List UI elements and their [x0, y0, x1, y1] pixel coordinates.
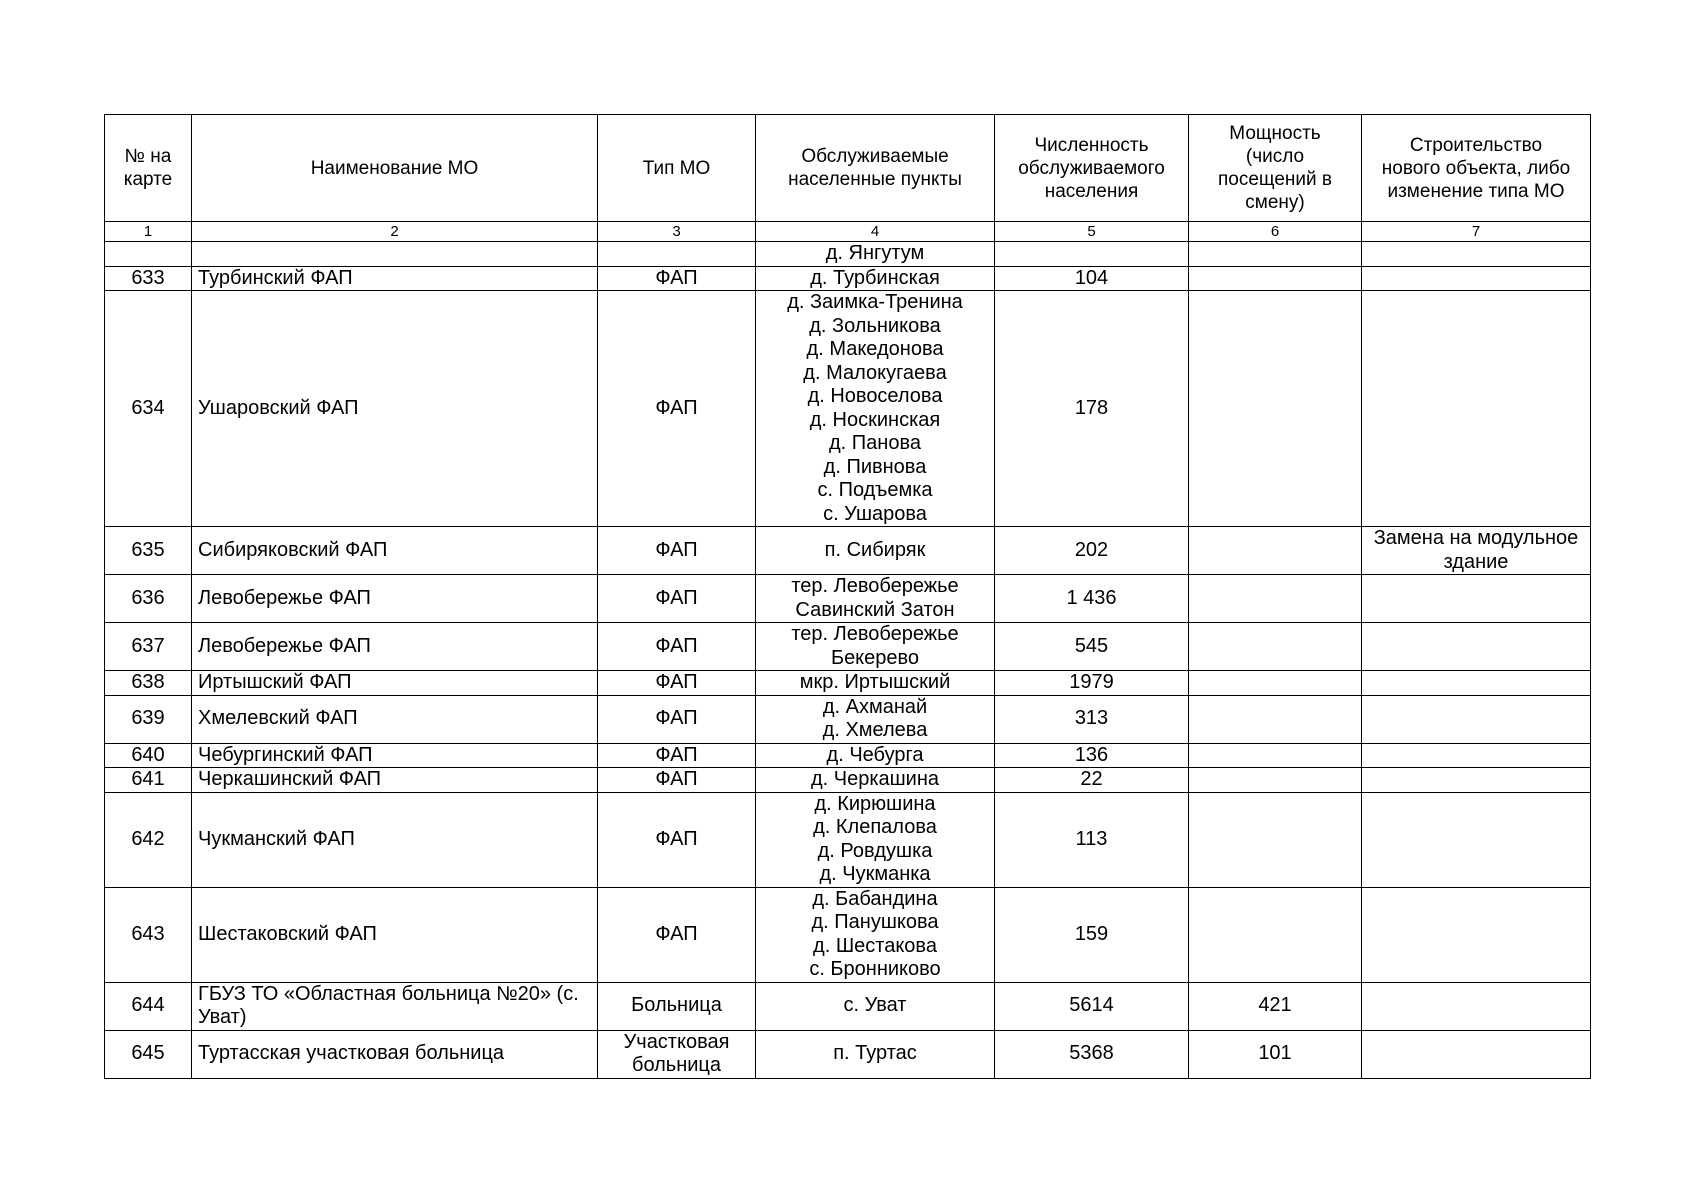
mo-type-cell: ФАП: [598, 671, 756, 696]
settlements-cell: [756, 527, 995, 575]
settlements-cell: [756, 887, 995, 982]
capacity-cell: [1189, 242, 1362, 267]
settlement-name: Бекерево: [830, 646, 920, 669]
settlements-cell: [756, 743, 995, 768]
settlement-name: п. Туртас: [833, 1042, 917, 1065]
mo-name-cell: Левобережье ФАП: [192, 623, 598, 671]
map-number-cell: 640: [105, 743, 192, 768]
table-row: [105, 1030, 1591, 1078]
header-line: населенные пункты: [788, 169, 962, 190]
mo-name-cell: Чукманский ФАП: [192, 792, 598, 887]
column-numbers-row: [105, 222, 1591, 242]
settlement-name: д. Чебурга: [826, 743, 924, 766]
header-served-population: [995, 115, 1189, 222]
mo-name-cell: Чебургинский ФАП: [192, 743, 598, 768]
header-line: Тип МО: [642, 157, 711, 179]
population-cell: [995, 242, 1189, 267]
capacity-cell: [1189, 792, 1362, 887]
construction-cell: [1362, 695, 1591, 743]
table-row: [105, 743, 1591, 768]
mo-type-cell: Участковая больница: [598, 1030, 756, 1078]
mo-type-cell: ФАП: [598, 623, 756, 671]
settlement-name: Савинский Затон: [795, 598, 955, 621]
header-line: (число: [1245, 146, 1305, 167]
population-cell: 202: [995, 527, 1189, 575]
settlement-name: д. Черкашина: [810, 768, 940, 790]
population-cell: 136: [995, 743, 1189, 768]
capacity-cell: [1189, 743, 1362, 768]
header-line: Мощность: [1229, 123, 1321, 144]
header-line: смену): [1245, 192, 1305, 213]
table-row: [105, 527, 1591, 575]
mo-type-cell: ФАП: [598, 695, 756, 743]
table-row: [105, 623, 1591, 671]
construction-cell: [1362, 623, 1591, 671]
map-number-cell: 643: [105, 887, 192, 982]
settlement-name: д. Ровдушка: [817, 839, 933, 862]
construction-cell: [1362, 575, 1591, 623]
header-mo-type: [598, 115, 756, 222]
population-cell: 159: [995, 887, 1189, 982]
settlements-cell: [756, 291, 995, 527]
mo-name-cell: Черкашинский ФАП: [192, 768, 598, 793]
mo-type-cell: ФАП: [598, 575, 756, 623]
population-cell: 22: [995, 768, 1189, 793]
settlements-cell: [756, 1030, 995, 1078]
column-number: 3: [598, 222, 756, 242]
settlement-name: д. Малокугаева: [803, 361, 947, 384]
table-row: [105, 671, 1591, 696]
construction-cell: [1362, 887, 1591, 982]
capacity-cell: [1189, 266, 1362, 291]
population-cell: 545: [995, 623, 1189, 671]
capacity-cell: 101: [1189, 1030, 1362, 1078]
population-cell: 178: [995, 291, 1189, 527]
settlement-name: д. Заимка-Тренина: [787, 291, 963, 313]
settlements-cell: [756, 623, 995, 671]
capacity-cell: 421: [1189, 982, 1362, 1030]
settlement-name: д. Пивнова: [823, 455, 927, 478]
mo-type-cell: ФАП: [598, 291, 756, 527]
settlement-name: д. Хмелева: [822, 719, 928, 741]
header-construction: [1362, 115, 1591, 222]
map-number-cell: 639: [105, 695, 192, 743]
construction-cell: [1362, 266, 1591, 291]
settlement-name: с. Бронниково: [809, 958, 941, 980]
settlement-name: д. Македонова: [806, 338, 944, 360]
population-cell: 113: [995, 792, 1189, 887]
header-line: Численность: [1034, 134, 1149, 156]
mo-name-cell: ГБУЗ ТО «Областная больница №20» (с. Уват): [192, 982, 598, 1030]
settlement-name: д. Шестакова: [813, 934, 937, 957]
map-number-cell: 645: [105, 1030, 192, 1078]
mo-name-cell: Ушаровский ФАП: [192, 291, 598, 527]
construction-cell: [1362, 291, 1591, 527]
table-row: [105, 982, 1591, 1030]
settlement-name: тер. Левобережье: [791, 623, 959, 645]
mo-type-cell: [598, 242, 756, 267]
population-cell: 313: [995, 695, 1189, 743]
construction-cell: [1362, 242, 1591, 267]
mo-name-cell: Левобережье ФАП: [192, 575, 598, 623]
header-map-number: [105, 115, 192, 222]
table-row: [105, 242, 1591, 267]
header-line: населения: [1044, 180, 1139, 202]
population-cell: 5614: [995, 982, 1189, 1030]
capacity-cell: [1189, 671, 1362, 696]
table-row: [105, 291, 1591, 527]
map-number-cell: 636: [105, 575, 192, 623]
header-capacity: [1189, 115, 1362, 222]
settlements-cell: [756, 671, 995, 696]
capacity-cell: [1189, 291, 1362, 527]
header-line: посещений в: [1218, 169, 1332, 190]
settlement-name: д. Ахманай: [822, 695, 928, 718]
settlement-name: д. Кирюшина: [814, 792, 936, 815]
construction-cell: [1362, 1030, 1591, 1078]
header-line: № на: [124, 146, 172, 167]
settlement-name: с. Уват: [843, 994, 907, 1017]
mo-type-cell: ФАП: [598, 887, 756, 982]
capacity-cell: [1189, 695, 1362, 743]
map-number-cell: 641: [105, 768, 192, 793]
map-number-cell: 634: [105, 291, 192, 527]
medical-organizations-table: [104, 114, 1591, 1079]
table-row: [105, 266, 1591, 291]
settlement-name: д. Панушкова: [811, 911, 939, 933]
map-number-cell: 633: [105, 266, 192, 291]
header-line: карте: [123, 169, 173, 190]
settlements-cell: [756, 575, 995, 623]
settlement-name: д. Турбинская: [810, 266, 940, 289]
map-number-cell: 642: [105, 792, 192, 887]
mo-name-cell: Туртасская участковая больница: [192, 1030, 598, 1078]
settlement-name: д. Новоселова: [807, 385, 943, 407]
mo-type-cell: ФАП: [598, 527, 756, 575]
settlement-name: тер. Левобережье: [791, 575, 959, 597]
settlement-name: мкр. Иртышский: [799, 671, 951, 693]
settlement-name: д. Зольникова: [809, 314, 941, 337]
header-line: Обслуживаемые: [801, 146, 949, 167]
capacity-cell: [1189, 623, 1362, 671]
settlement-name: с. Подъемка: [817, 479, 933, 501]
population-cell: 104: [995, 266, 1189, 291]
table-header-row: [105, 115, 1591, 222]
table-row: [105, 887, 1591, 982]
construction-cell: [1362, 671, 1591, 696]
settlement-name: д. Носкинская: [809, 408, 941, 431]
settlement-name: д. Панова: [829, 432, 921, 454]
settlement-name: д. Янгутум: [825, 242, 925, 264]
mo-type-cell: ФАП: [598, 792, 756, 887]
column-number: 5: [995, 222, 1189, 242]
header-line: Наименование МО: [310, 157, 479, 179]
table-row: [105, 768, 1591, 793]
settlements-cell: [756, 266, 995, 291]
mo-type-cell: ФАП: [598, 768, 756, 793]
column-number: 1: [105, 222, 192, 242]
population-cell: 1 436: [995, 575, 1189, 623]
settlements-cell: [756, 242, 995, 267]
column-number: 4: [756, 222, 995, 242]
capacity-cell: [1189, 768, 1362, 793]
settlement-name: п. Сибиряк: [824, 538, 926, 561]
settlements-cell: [756, 792, 995, 887]
header-line: изменение типа МО: [1387, 180, 1565, 202]
mo-type-cell: ФАП: [598, 743, 756, 768]
column-number: 2: [192, 222, 598, 242]
column-number: 7: [1362, 222, 1591, 242]
construction-cell: [1362, 768, 1591, 793]
mo-name-cell: Сибиряковский ФАП: [192, 527, 598, 575]
mo-name-cell: Шестаковский ФАП: [192, 887, 598, 982]
table-row: [105, 575, 1591, 623]
settlement-name: д. Клепалова: [813, 816, 937, 838]
header-line: нового объекта, либо: [1381, 157, 1571, 179]
mo-name-cell: Хмелевский ФАП: [192, 695, 598, 743]
construction-cell: [1362, 982, 1591, 1030]
map-number-cell: 635: [105, 527, 192, 575]
header-mo-name: [192, 115, 598, 222]
population-cell: 5368: [995, 1030, 1189, 1078]
mo-name-cell: Турбинский ФАП: [192, 266, 598, 291]
capacity-cell: [1189, 887, 1362, 982]
settlement-name: д. Чукманка: [819, 863, 931, 885]
table-row: [105, 792, 1591, 887]
settlement-name: с. Ушарова: [823, 502, 927, 525]
construction-cell: Замена на модульное здание: [1362, 527, 1591, 575]
table-body: [105, 242, 1591, 1079]
map-number-cell: 638: [105, 671, 192, 696]
mo-name-cell: [192, 242, 598, 267]
mo-name-cell: Иртышский ФАП: [192, 671, 598, 696]
map-number-cell: 637: [105, 623, 192, 671]
map-number-cell: [105, 242, 192, 267]
settlements-cell: [756, 768, 995, 793]
column-number: 6: [1189, 222, 1362, 242]
capacity-cell: [1189, 575, 1362, 623]
population-cell: 1979: [995, 671, 1189, 696]
settlement-name: д. Бабандина: [812, 887, 938, 910]
capacity-cell: [1189, 527, 1362, 575]
header-served-settlements: [756, 115, 995, 222]
construction-cell: [1362, 743, 1591, 768]
mo-type-cell: Больница: [598, 982, 756, 1030]
settlements-cell: [756, 695, 995, 743]
header-line: Строительство: [1409, 134, 1543, 156]
table-row: [105, 695, 1591, 743]
map-number-cell: 644: [105, 982, 192, 1030]
settlements-cell: [756, 982, 995, 1030]
header-line: обслуживаемого: [1018, 157, 1165, 179]
construction-cell: [1362, 792, 1591, 887]
mo-type-cell: ФАП: [598, 266, 756, 291]
